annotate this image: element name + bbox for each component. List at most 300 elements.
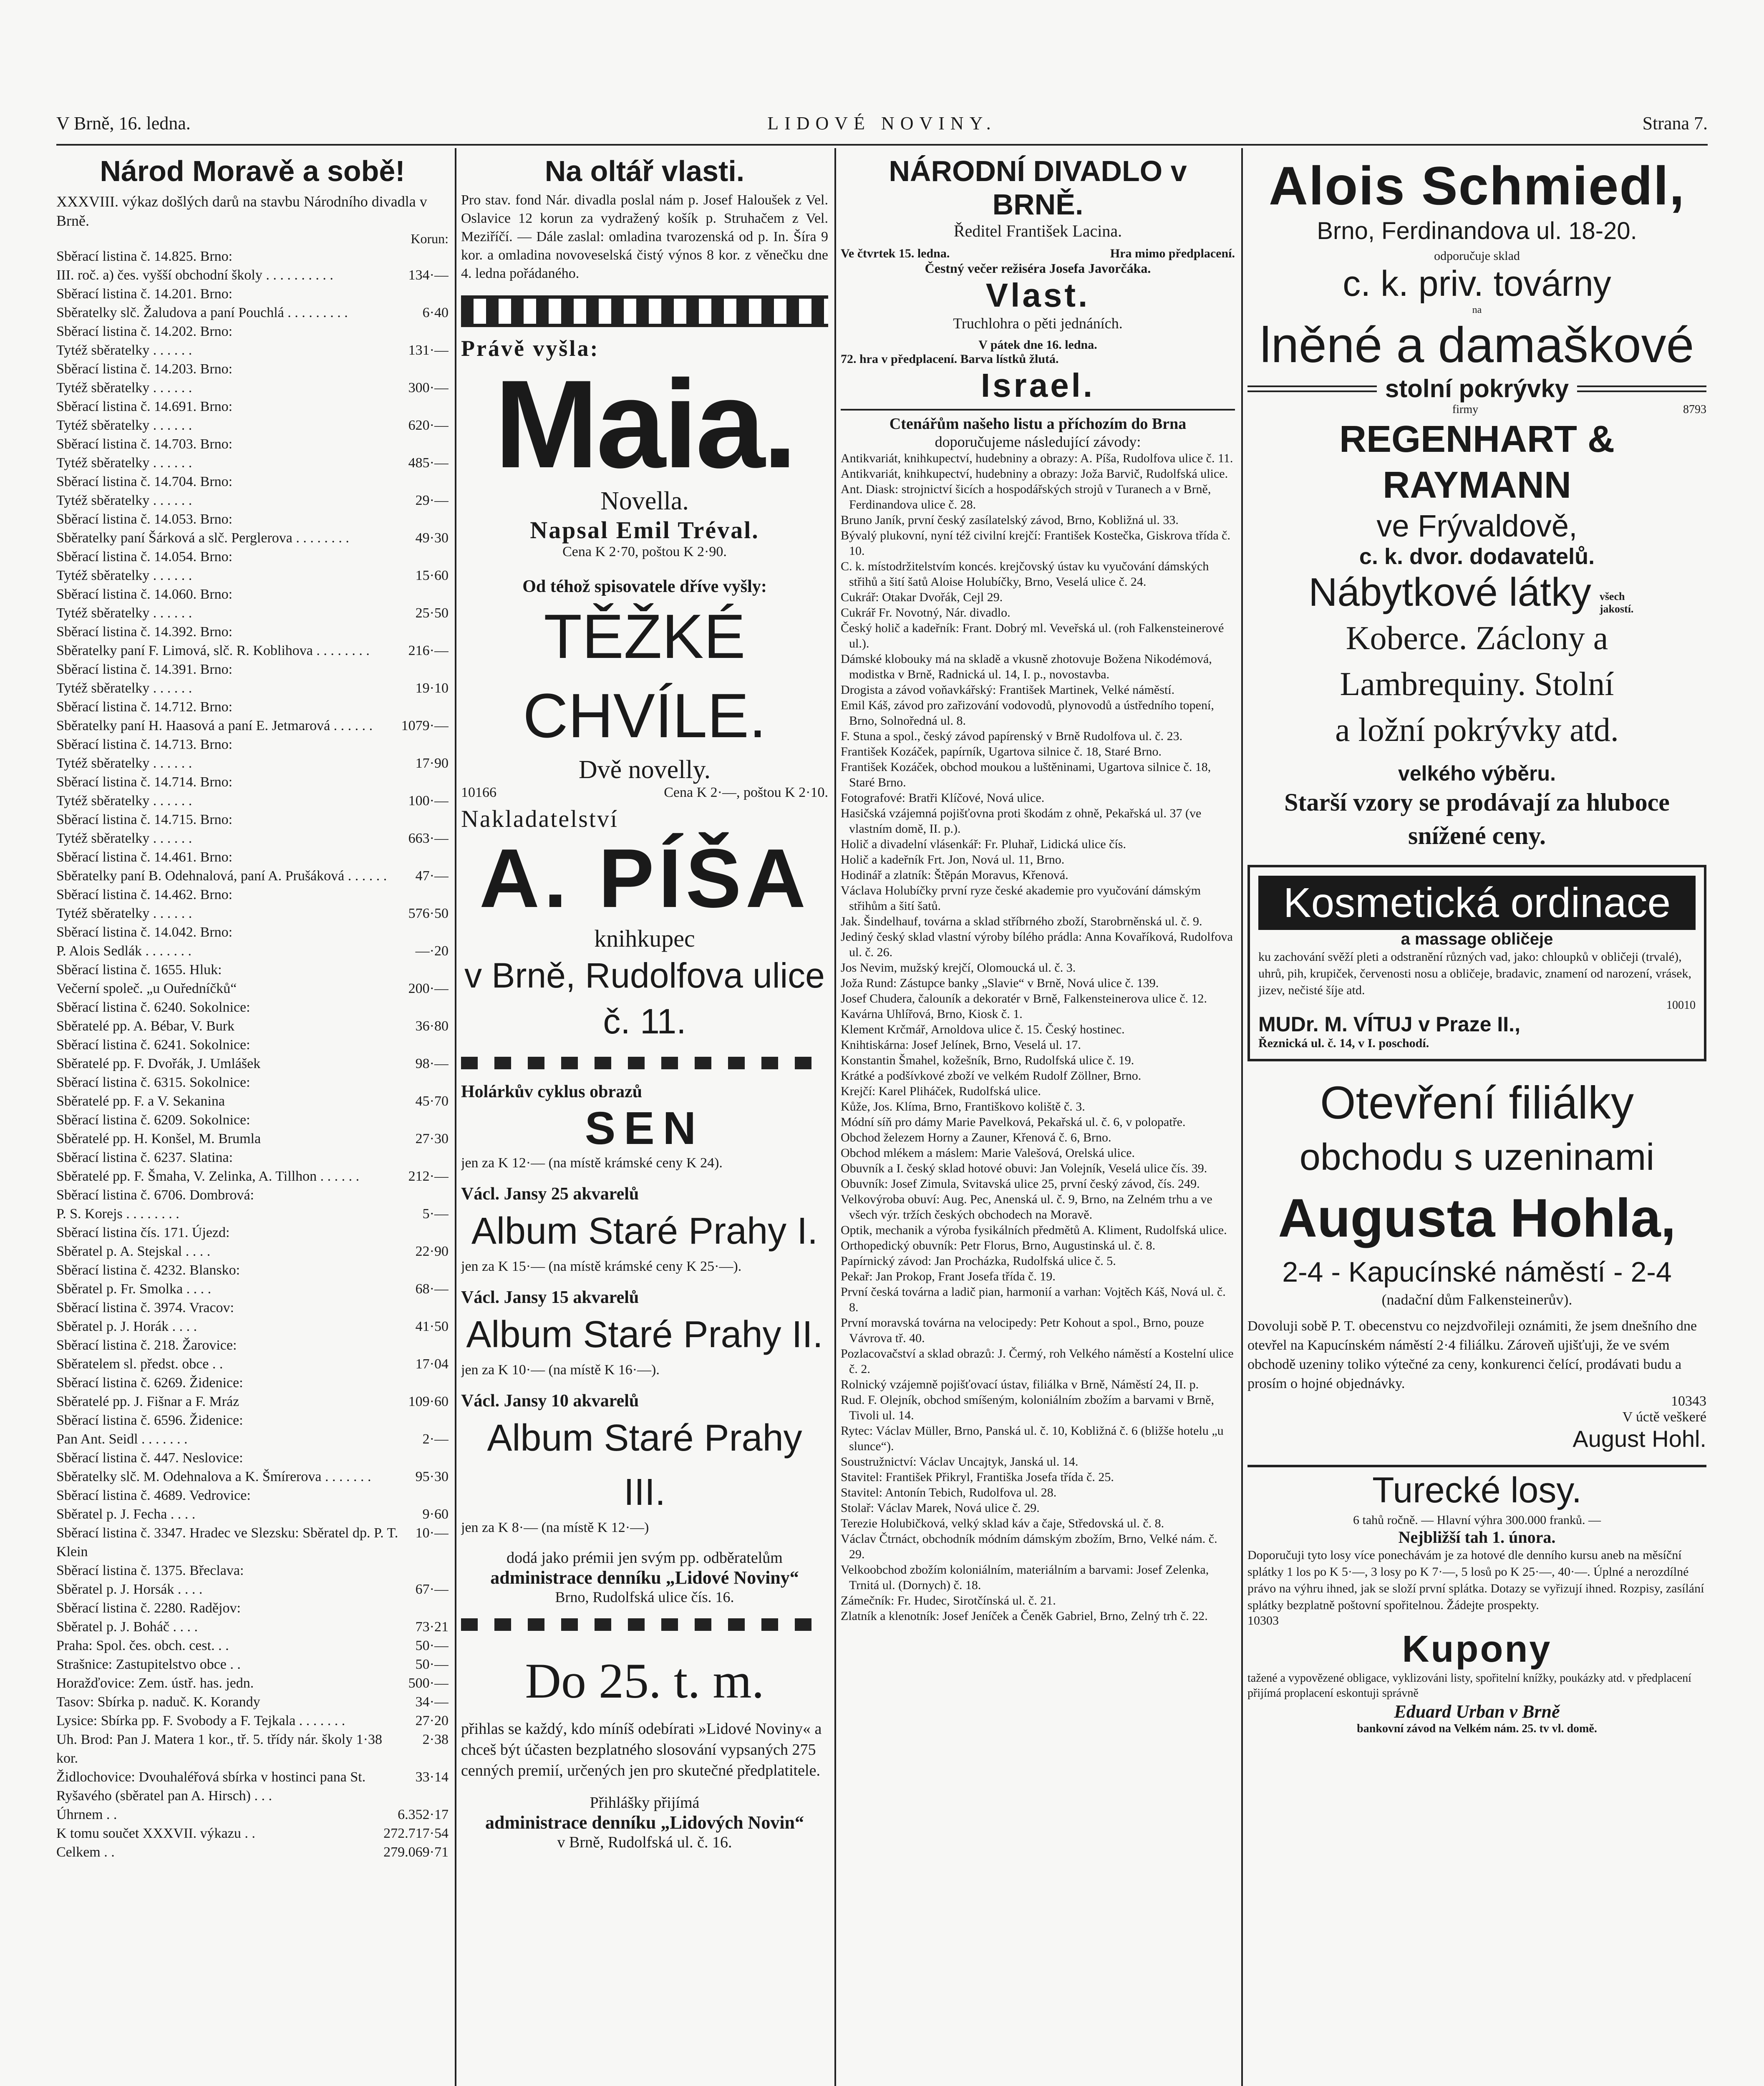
donation-label: Tytéž sběratelky . . . . . . (56, 680, 192, 696)
donation-row (56, 1636, 449, 1655)
firm-entry: Holič a divadelní vlásenkář: Fr. Pluhař, Lidická ulice čís. (841, 837, 1126, 851)
firm-entry: Holič a kadeřník Frt. Jon, Nová ul. 11, Brno. (841, 853, 1065, 867)
donation-amount: 73·21 (415, 1619, 449, 1635)
donation-label: Sběrací listina č. 14.825. Brno: (56, 249, 233, 264)
donation-amount: 33·14 (415, 1769, 449, 1785)
donation-row (56, 585, 449, 604)
sausage-shop: obchodu s uzeninami (1299, 1136, 1655, 1178)
col1-title: Národ Moravě a sobě! (100, 155, 405, 187)
novella: Novella. (600, 487, 689, 515)
firm-entry: Drogista a závod voňavkářský: František Martinek, Velké náměstí. (841, 683, 1175, 697)
firm-entry: Soustružnictví: Václav Uncajtyk, Janská ul. 14. (841, 1455, 1079, 1469)
firm-entry: Jak. Šindelhauf, továrna a sklad stříbrného zboží, Starobrněnská ul. č. 9. (841, 915, 1202, 928)
firm-entry: František Kozáček, papírník, Ugartova silnice č. 18, Staré Brno. (841, 745, 1162, 758)
donation-label: Sběrací listina č. 14.202. Brno: (56, 324, 233, 339)
lambrequins: Lambrequiny. Stolní (1340, 666, 1614, 703)
donation-amount: 500·— (408, 1675, 449, 1691)
firm-entry: Velkoobchod zbožím koloniálním, materiálním a barvami: Josef Zelenka, Trnitá ul. (Dornych) č. 18. (841, 1563, 1209, 1592)
donation-label: Sběratel p. J. Boháč . . . . (56, 1619, 198, 1635)
donation-row (56, 1430, 449, 1449)
cosmetic-text: ku zachování svěží pleti a odstranění různých vad, jako: chloupků v obličeji (trvalé), uhrů, pih, krupiček, červenosti nosu a obličeje, bradavic, znamení od narození, vrásek, jizev, nečisté šíje atd. (1258, 950, 1691, 997)
donation-row (56, 698, 449, 716)
firm-entry: Kavárna Uhlířová, Brno, Kiosk č. 1. (841, 1007, 1023, 1021)
donation-label: Tytéž sběratelky . . . . . . (56, 493, 192, 508)
vituj-address: Řeznická ul. č. 14, v I. poschodí. (1258, 1036, 1429, 1050)
donation-amount: 216·— (408, 643, 449, 658)
donation-row (56, 416, 449, 435)
donation-amount: 200·— (408, 981, 449, 996)
donation-label: Sběrací listina č. 14.391. Brno: (56, 662, 233, 677)
just-out: Právě vyšla: (461, 336, 600, 361)
donation-row (56, 1824, 449, 1843)
donation-row (56, 998, 449, 1017)
donation-amount: 15·60 (415, 568, 449, 583)
donation-row (56, 322, 449, 341)
firm-entry: Rytec: Václav Müller, Brno, Panská ul. č. 10, Kobližná č. 6 (bližše hotelu „u slunce“). (841, 1424, 1224, 1453)
factory: c. k. priv. továrny (1343, 264, 1611, 304)
jansa-15: Václ. Jansy 15 akvarelů (461, 1288, 639, 1307)
firm-entry: Hasičská vzájemná pojišťovna proti škodám z ohně, Pekařská ul. 37 (ve vlastním domě, II. p.). (841, 806, 1202, 836)
donation-label: Sběrací listina č. 6706. Dombrová: (56, 1187, 255, 1203)
donation-row (56, 266, 449, 285)
donation-amount: 25·50 (415, 605, 449, 621)
evening: Čestný večer režiséra Josefa Javorčáka. (925, 261, 1151, 276)
firm-entry: Jediný český sklad vlastní výroby bílého prádla: Anna Kovaříková, Rudolfova ul. č. 26. (841, 930, 1233, 959)
donation-label: Sběratelky paní B. Odehnalová, paní A. Prušáková . . . . . . (56, 868, 387, 884)
lots-text: Doporučuji tyto losy více ponechávám je za hotové dle denního kursu aneb na měsíční splátky 1 los po K 5·—, 3 losy po K 7·—, 5 losů po K 25·—, 40·—. Úplné a nerozdílné právo na výhru ihned, jak se složí první splátka. Dotazy se vyřizují ihned. Rozpisy, zasílání splátky bezplatně poštovní spořitelnou. Žádejte prospekty. (1247, 1548, 1704, 1612)
donation-label: K tomu součet XXXVII. výkazu . . (56, 1826, 255, 1841)
donation-label: Sběratelky slč. M. Odehnalova a K. Šmírerova . . . . . . . (56, 1469, 371, 1484)
sen-title: SEN (585, 1103, 705, 1154)
donation-amount: 212·— (408, 1169, 449, 1184)
cosmetic-code: 10010 (1666, 999, 1696, 1012)
coupons-text: tažené a vypovězené obligace, vyklizováni listy, spořitelní knížky, poukázky atd. v předplacení přijímá proplacení eskontuji správně (1247, 1672, 1691, 1700)
jansa-25: Václ. Jansy 25 akvarelů (461, 1184, 639, 1204)
donation-row (56, 1561, 449, 1580)
donation-amount (403, 397, 449, 416)
donation-amount (403, 1261, 449, 1280)
donation-amount (403, 1449, 449, 1467)
donation-label: Praha: Spol. čes. obch. cest. . . (56, 1638, 229, 1653)
donation-label: Sběratelem sl. předst. obce . . (56, 1356, 223, 1372)
donation-row (56, 1035, 449, 1054)
donation-row (56, 1111, 449, 1129)
admin-name: administrace denníku „Lidové Noviny“ (490, 1567, 799, 1588)
donation-row (56, 360, 449, 378)
donation-label: Tytéž sběratelky . . . . . . (56, 343, 192, 358)
donation-label: Sběrací listina č. 14.053. Brno: (56, 511, 233, 527)
contest-text: přihlas se každý, kdo míníš odebírati »Lidové Noviny« a chceš být účasten bezplatného slosování vypsaných 275 cenných premií, určených jen pro skutečné předplatitele. (461, 1720, 822, 1779)
donation-label: P. Alois Sedlák . . . . . . . (56, 943, 192, 959)
donation-amount (403, 1336, 449, 1355)
donation-amount: 19·10 (415, 680, 449, 696)
firm-entry: První moravská továrna na velocipedy: Petr Kohout a spol., Brno, pouze Vávrova tř. 40. (841, 1316, 1204, 1345)
donation-label: Sběratelky paní Šárková a slč. Perglerova . . . . . . . . (56, 530, 349, 546)
donation-label: Sběrací listina č. 447. Neslovice: (56, 1450, 243, 1466)
album-3-price: jen za K 8·— (na místě K 12·—) (461, 1520, 649, 1535)
donation-label: Sběrací listina č. 14.461. Brno: (56, 849, 233, 865)
donation-label: Tytéž sběratelky . . . . . . (56, 418, 192, 433)
firm-list (841, 451, 1235, 1624)
falkenstein: (nadační dům Falkensteinerův). (1381, 1291, 1572, 1308)
firm-no: 8793 (1683, 403, 1706, 416)
album-2-price: jen za K 10·— (na místě K 16·—). (461, 1362, 660, 1378)
donation-amount (403, 1223, 449, 1242)
donation-amount (403, 322, 449, 341)
donation-label: Sběratelky paní F. Limová, slč. R. Koblihova . . . . . . . . (56, 643, 370, 658)
publisher-address: v Brně, Rudolfova ulice č. 11. (464, 956, 825, 1041)
donation-row (56, 867, 449, 885)
donation-label: Sběrací listina č. 14.703. Brno: (56, 436, 233, 452)
price-tezke: Cena K 2·—, poštou K 2·10. (664, 785, 828, 800)
donation-amount (403, 247, 449, 266)
firm-entry: Krejčí: Karel Pliháček, Rudolfská ulice. (841, 1084, 1041, 1098)
donation-label: Sběratel p. J. Horsák . . . . (56, 1582, 203, 1597)
donation-amount: 47·— (415, 868, 449, 884)
donation-amount (403, 1599, 449, 1617)
donation-label: Sběrací listina č. 14.054. Brno: (56, 549, 233, 564)
donation-label: Sběratelé pp. A. Bébar, V. Burk (56, 1018, 235, 1034)
album-1: Album Staré Prahy I. (471, 1210, 818, 1252)
donation-label: Sběrací listina č. 14.713. Brno: (56, 737, 233, 752)
director: Ředitel František Lacina. (953, 222, 1122, 240)
lots-info: 6 tahů ročně. — Hlavní výhra 300.000 franků. — (1353, 1513, 1601, 1527)
donation-amount (403, 698, 449, 716)
firm-entry: Pozlacovačství a sklad obrazů: J. Čermý, roh Velkého náměstí a Kostelní ulice č. 2. (841, 1347, 1234, 1376)
turkish-lots: Turecké losy. (1372, 1470, 1582, 1510)
donation-label: Sběratelé pp. F. Šmaha, V. Zelinka, A. Tillhon . . . . . . (56, 1169, 360, 1184)
donation-label: Sběratel p. J. Fecha . . . . (56, 1507, 196, 1522)
donation-label: Tytéž sběratelky . . . . . . (56, 380, 192, 396)
donation-label: Sběratelé pp. F. Dvořák, J. Umlášek (56, 1056, 261, 1071)
donation-amount: 6.352·17 (398, 1807, 449, 1822)
firm-entry: Zámečník: Fr. Hudec, Sirotčínská ul. č. 21. (841, 1594, 1056, 1607)
donation-row (56, 1505, 449, 1524)
rule (1247, 385, 1377, 392)
donation-row (56, 829, 449, 848)
donation-amount (403, 923, 449, 942)
donation-label: III. roč. a) čes. vyšší obchodní školy . . . . . . . . . . (56, 267, 333, 283)
donation-amount (403, 435, 449, 453)
donation-label: Sběratelé pp. H. Konšel, M. Brumla (56, 1131, 261, 1146)
play-tragedy: Truchlohra o pěti jednáních. (953, 315, 1123, 332)
donation-row (56, 378, 449, 397)
friday-note: 72. hra v předplacení. Barva lístků žlutá. (841, 352, 1059, 366)
donation-label: Lysice: Sbírka pp. F. Svobody a F. Tejkala . . . . . . . (56, 1713, 345, 1728)
donation-row (56, 1693, 449, 1711)
thursday: Ve čtvrtek 15. ledna. (841, 247, 950, 260)
donation-row (56, 1336, 449, 1355)
donation-amount: 300·— (408, 380, 449, 396)
donation-amount (403, 1486, 449, 1505)
publisher-label: Nakladatelství (461, 805, 619, 832)
donation-row (56, 1298, 449, 1317)
donation-amount: 10·— (415, 1525, 449, 1541)
donation-row (56, 247, 449, 266)
donation-amount (403, 885, 449, 904)
firm-entry: Antikvariát, knihkupectví, hudebniny a obrazy: A. Píša, Rudolfova ulice č. 11. (841, 451, 1233, 465)
donation-row (56, 1242, 449, 1261)
donation-amount (403, 1561, 449, 1580)
firm-entry: Cukrář: Otakar Dvořák, Cejl 29. (841, 590, 1003, 604)
donation-row (56, 341, 449, 360)
donation-label: Sběrací listina č. 6596. Židenice: (56, 1413, 243, 1428)
friday: V pátek dne 16. ledna. (978, 338, 1097, 352)
firm-entry: Hodinář a zlatník: Štěpán Moravus, Křenová. (841, 868, 1068, 882)
firm-entry: Antikvariát, knihkupectví, hudebniny a obrazy: Joža Barvič, Rudolfská ulice. (841, 467, 1228, 481)
donation-row (56, 1730, 449, 1768)
donation-label: Sběratel p. Fr. Smolka . . . . (56, 1281, 212, 1297)
donation-label: Židlochovice: Dvouhaléřová sbírka v hostinci pana St. Ryšavého (sběratel pan A. Hirsch) . . . (56, 1769, 366, 1804)
donation-column (56, 154, 449, 2086)
firm-entry: Josef Chudera, čalouník a dekoratér v Brně, Falkensteinerova ulice č. 12. (841, 992, 1207, 1005)
fabrics-note: všech jakostí. (1599, 590, 1634, 615)
donation-amount: 109·60 (408, 1394, 449, 1409)
donation-row (56, 1449, 449, 1467)
lots-next: Nejbližší tah 1. února. (1398, 1528, 1556, 1547)
donation-amount: 34·— (415, 1694, 449, 1710)
donation-amount (403, 472, 449, 491)
recommend: doporučujeme následující závody: (935, 433, 1141, 450)
theatre-column (841, 154, 1235, 2086)
donation-label: Sběrací listina č. 14.392. Brno: (56, 624, 233, 640)
donation-label: Sběrací listina č. 4232. Blansko: (56, 1262, 240, 1278)
donation-row (56, 1599, 449, 1617)
hohl-signature: August Hohl. (1572, 1426, 1706, 1452)
donation-label: Sběratelky paní H. Haasová a paní E. Jetmarová . . . . . . (56, 718, 373, 733)
donation-amount: 17·04 (415, 1356, 449, 1372)
ads-column (1247, 154, 1706, 2086)
price-maia: Cena K 2·70, poštou K 2·90. (562, 544, 727, 559)
firm-entry: Velkovýroba obuví: Aug. Pec, Anenská ul. č. 9, Brno, na Zelném trhu a ve všech výr. tržích českých obchodech na Moravě. (841, 1192, 1212, 1222)
donation-label: Sběrací listina č. 6269. Židenice: (56, 1375, 243, 1391)
donation-amount: 29·— (415, 493, 449, 508)
readers-heading: Ctenářům našeho listu a příchozím do Brna (889, 415, 1187, 433)
donation-label: Strašnice: Zastupitelstvo obce . . (56, 1657, 241, 1672)
header-date: V Brně, 16. ledna. (56, 113, 191, 134)
hohl-text: Dovoluji sobě P. T. obecenstvu co nejzdvořileji oznámiti, že jsem dnešního dne otevřel na Kapucínském náměstí 2·4 filiálku. Zároveň ujišťuji, že ve svém obchodě uzeniny toliko výtečné za ceny, konkurenci čelící, prodávati budu a prosím o hojné objednávky. (1247, 1318, 1697, 1391)
firm-entry: Václav Čtrnáct, obchodník módním dámským zbožím, Brno, Velké nám. č. 29. (841, 1532, 1217, 1561)
donation-amount: 50·— (415, 1657, 449, 1672)
play-israel: Israel. (980, 367, 1095, 404)
carpets: Koberce. Záclony a (1346, 620, 1608, 657)
donation-row (56, 1204, 449, 1223)
donation-row (56, 1092, 449, 1111)
urban: Eduard Urban v Brně (1394, 1701, 1560, 1722)
firm-entry: Stolař: Václav Marek, Nová ulice č. 29. (841, 1501, 1040, 1515)
donation-row (56, 1768, 449, 1805)
firm-entry: Rud. F. Olejník, obchod smíšeným, koloniálním zbožím a barvami v Brně, Tivoli ul. 14. (841, 1393, 1214, 1422)
donation-label: Sběrací listina č. 14.462. Brno: (56, 887, 233, 902)
donation-row (56, 566, 449, 585)
bookseller: knihkupec (594, 925, 695, 952)
author: Napsal Emil Tréval. (530, 516, 759, 544)
donation-label: Tytéž sběratelky . . . . . . (56, 906, 192, 921)
donation-label: Sběrací listina č. 14.715. Brno: (56, 812, 233, 827)
na: na (1472, 305, 1482, 315)
premium-note: dodá jako prémii jen svým pp. odběratelům (507, 1549, 783, 1567)
firm-entry: Stavitel: Antonín Tebich, Rudolfova ul. 28. (841, 1486, 1057, 1499)
donation-amount: 68·— (415, 1281, 449, 1297)
donation-amount (403, 360, 449, 378)
urban-address: bankovní závod na Velkém nám. 25. tv vl. domě. (1357, 1722, 1597, 1735)
deadline: Do 25. t. m. (525, 1653, 764, 1708)
donation-amount (403, 585, 449, 604)
album-2: Album Staré Prahy II. (466, 1314, 823, 1355)
donation-amount: 50·— (415, 1638, 449, 1653)
donation-row (56, 979, 449, 998)
donation-row (56, 1167, 449, 1186)
donation-row (56, 547, 449, 566)
firm-entry: Klement Krčmář, Arnoldova ulice č. 15. Český hostinec. (841, 1023, 1125, 1036)
donation-row (56, 1486, 449, 1505)
bedcovers: a ložní pokrývky atd. (1335, 712, 1619, 748)
donation-label: Tytéž sběratelky . . . . . . (56, 831, 192, 846)
donation-amount (403, 998, 449, 1017)
donation-row (56, 1411, 449, 1430)
donation-amount: 485·— (408, 455, 449, 471)
fryvaldov: ve Frývaldově, (1376, 509, 1578, 543)
donation-label: Úhrnem . . (56, 1807, 117, 1822)
donation-row (56, 1580, 449, 1599)
donation-amount: 131·— (408, 343, 449, 358)
admin2-address: v Brně, Rudolfská ul. č. 16. (557, 1834, 732, 1851)
donation-label: Večerní společ. „u Ouředníčků“ (56, 981, 237, 996)
donation-amount (403, 622, 449, 641)
donation-amount (403, 547, 449, 566)
donation-row (56, 1186, 449, 1204)
donation-row (56, 1524, 449, 1561)
donation-label: Sběrací listina č. 14.203. Brno: (56, 361, 233, 377)
donation-label: Sběrací listina č. 6237. Slatina: (56, 1150, 233, 1165)
firm-entry: Emil Káš, závod pro zařizování vodovodů, plynovodů a ústředního topení, Brno, Solnoředná ul. 8. (841, 698, 1214, 728)
kapucinske: 2-4 - Kapucínské náměstí - 2-4 (1282, 1256, 1672, 1288)
donation-label: Tytéž sběratelky . . . . . . (56, 793, 192, 809)
table-covers: stolní pokrývky (1385, 375, 1569, 403)
donation-label: Sběrací listina č. 6315. Sokolnice: (56, 1075, 250, 1090)
donation-label: Sběrací listina č. 6209. Sokolnice: (56, 1112, 250, 1128)
donation-label: Sběratelky slč. Žaludova a paní Pouchlá . . . . . . . . . (56, 305, 348, 320)
donation-row (56, 491, 449, 510)
firm-entry: Bývalý plukovní, nyní též civilní krejčí: František Kostečka, Giskrova třída č. 10. (841, 529, 1230, 558)
thursday-note: Hra mimo předplacení. (1110, 247, 1235, 260)
recommends: odporučuje sklad (1434, 249, 1520, 263)
firm-entry: F. Stuna a spol., český závod papírenský v Brně Rudolfova ul. č. 23. (841, 729, 1183, 743)
firm-entry: Obchod mlékem a máslem: Marie Valešová, Orelská ulice. (841, 1146, 1135, 1160)
firm-entry: Obuvník: Josef Zimula, Svitavská ulice 25, první český závod, čís. 249. (841, 1177, 1200, 1191)
ornament-rule (461, 1618, 828, 1631)
donation-amount (403, 1373, 449, 1392)
respect: V úctě veškeré (1622, 1409, 1706, 1425)
donation-row (56, 848, 449, 867)
firm-entry: Obchod železem Horny a Zauner, Křenová č. 6, Brno. (841, 1131, 1111, 1144)
firm-entry: C. k. místodržitelstvím koncés. krejčovský ústav ku vyučování dámských střihů a šití šatů Aloise Holubíčky, Brno, Veselá ulice č. 24. (841, 559, 1209, 589)
ornament-rule (461, 1057, 828, 1069)
center-column (461, 154, 828, 2086)
donation-row (56, 510, 449, 529)
donation-row (56, 735, 449, 754)
donation-label: Sběrací listina č. 6240. Sokolnice: (56, 1000, 250, 1015)
col3-title: NÁRODNÍ DIVADLO v BRNĚ. (889, 155, 1187, 221)
hohl-code: 10343 (1671, 1393, 1706, 1409)
play-vlast: Vlast. (985, 277, 1090, 314)
firm-entry: Bruno Janík, první český zasílatelský závod, Brno, Kobližná ul. 33. (841, 513, 1179, 527)
currency-label: Korun: (411, 231, 449, 246)
two-novels: Dvě novelly. (578, 756, 711, 784)
header-title: LIDOVÉ NOVINY. (767, 113, 997, 134)
donation-row (56, 1148, 449, 1167)
old-patterns: Starší vzory se prodávají za hluboce snížené ceny. (1284, 789, 1670, 849)
admin2-name: administrace denníku „Lidových Novin“ (485, 1812, 804, 1833)
donation-label: Tytéž sběratelky . . . . . . (56, 756, 192, 771)
donation-label: Sběrací listina č. 14.691. Brno: (56, 399, 233, 414)
col2-intro: Pro stav. fond Nár. divadla poslal nám p. Josef Haloušek z Vel. Oslavice 12 korun za vydražený košík p. Struhačem z Vel. Meziříčí. — Dále zaslal: omladina tvarozenská od p. In. Šíra 9 kor. a omladina novoveselská čistý výnos 8 kor. z věnečku dne 4. ledna pořádaného. (461, 192, 828, 281)
divider (841, 409, 1235, 411)
donation-label: Sběrací listina č. 14.201. Brno: (56, 286, 233, 302)
donation-amount: —·20 (415, 943, 449, 959)
tezke-chvile: TĚŽKÉ CHVÍLE. (523, 601, 766, 751)
donation-label: Sběrací listina čís. 171. Újezd: (56, 1225, 230, 1240)
donation-row (56, 435, 449, 453)
donation-amount (403, 510, 449, 529)
donation-label: Sběrací listina č. 218. Žarovice: (56, 1338, 237, 1353)
donation-label: Sběrací listina č. 4689. Vedrovice: (56, 1488, 251, 1503)
firm-entry: Joža Rund: Zástupce banky „Slavie“ v Brně, Nová ulice č. 139. (841, 976, 1159, 990)
album-1-price: jen za K 15·— (na místě krámské ceny K 25·—). (461, 1259, 742, 1274)
donation-row (56, 923, 449, 942)
donation-amount: 134·— (408, 267, 449, 283)
donation-row (56, 716, 449, 735)
donation-label: Tytéž sběratelky . . . . . . (56, 455, 192, 471)
publisher-name: A. PÍŠA (479, 832, 810, 925)
donation-row (56, 1617, 449, 1636)
donation-amount: 49·30 (415, 530, 449, 546)
donation-row (56, 1711, 449, 1730)
donation-amount: 620·— (408, 418, 449, 433)
donation-row (56, 679, 449, 698)
header-rule (56, 144, 1708, 146)
donation-row (56, 660, 449, 679)
donation-amount (403, 1035, 449, 1054)
firm-entry: František Kozáček, obchod moukou a luštěninami, Ugartova silnice č. 18, Staré Brno. (841, 760, 1211, 789)
donation-row (56, 1073, 449, 1092)
firm-entry: Cukrář Fr. Novotný, Nár. divadlo. (841, 606, 1011, 620)
donation-amount: 100·— (408, 793, 449, 809)
donation-row (56, 472, 449, 491)
firm-entry: Krátké a podšívkové zboží ve velkém Rudolf Zöllner, Brno. (841, 1069, 1142, 1083)
donation-row (56, 960, 449, 979)
donation-label: Uh. Brod: Pan J. Matera 1 kor., tř. 5. třídy nár. školy 1·38 kor. (56, 1732, 382, 1766)
album-3: Album Staré Prahy III. (487, 1417, 802, 1513)
donation-row (56, 604, 449, 622)
donation-row (56, 791, 449, 810)
donation-amount: 22·90 (415, 1244, 449, 1259)
schmiedl-name: Alois Schmiedl, (1268, 155, 1686, 216)
firm-entry: Fotografové: Bratři Klíčové, Nová ulice. (841, 791, 1045, 805)
donation-row (56, 1373, 449, 1392)
firm-entry: Optik, mechanik a výroba fysikálních předmětů A. Kliment, Rudolfská ulice. (841, 1223, 1227, 1237)
donation-row (56, 641, 449, 660)
donation-label: Celkem . . (56, 1844, 115, 1860)
donation-row (56, 942, 449, 960)
donation-row (56, 754, 449, 773)
donation-label: Sběrací listina č. 1655. Hluk: (56, 962, 222, 977)
firm-entry: Václava Holubíčky první ryze české akademie pro vyučování dámským střihům a šití šatů. (841, 884, 1201, 913)
donation-label: Sběrací listina č. 14.060. Brno: (56, 587, 233, 602)
donation-row (56, 1674, 449, 1693)
firm-entry: Stavitel: František Přikryl, Františka Josefa třída č. 25. (841, 1470, 1114, 1484)
donation-amount (403, 773, 449, 791)
